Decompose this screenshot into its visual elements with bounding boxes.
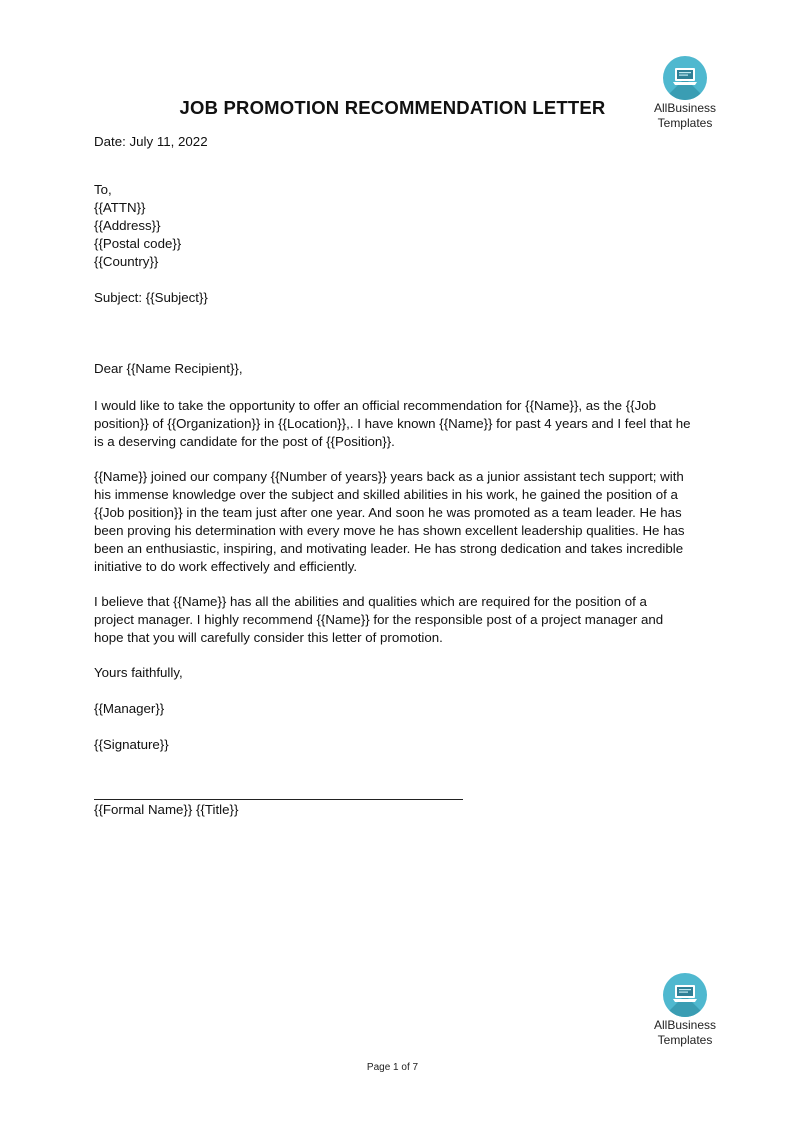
paragraph-line: I believe that {{Name}} has all the abilities and qualities which are required for the position of a [94,594,647,609]
logo-text-line2: Templates [657,1033,713,1047]
salutation: Dear {{Name Recipient}}, [94,361,243,376]
paragraph-line: hope that you will carefully consider this letter of promotion. [94,630,443,645]
paragraph-1 [94,397,704,451]
paragraph-line: {{Job position}} in the team just after one year. And soon he was promoted as a team leader. He has [94,505,682,520]
paragraph-3 [94,593,704,647]
paragraph-line: is a deserving candidate for the post of {{Position}}. [94,434,395,449]
paragraph-line: position}} of {{Organization}} in {{Location}},. I have known {{Name}} for past 4 years and I feel that he [94,416,691,431]
address-postal-code: {{Postal code}} [94,236,182,251]
formal-name: {{Formal Name}} {{Title}} [94,802,239,817]
logo-text-line1: AllBusiness [653,1018,717,1032]
manager-name: {{Manager}} [94,701,165,716]
address-attn: {{ATTN}} [94,200,146,215]
logo-text-line1: AllBusiness [653,101,717,115]
paragraph-line: project manager. I highly recommend {{Name}} for the responsible post of a project manager and [94,612,664,627]
address-to: To, [94,182,112,197]
allbusiness-templates-logo [645,973,725,1047]
laptop-icon [672,66,698,88]
subject-line: Subject: {{Subject}} [94,290,208,305]
paragraph-line: been proving his determination with every move he has shown excellent leadership qualities. He has [94,523,685,538]
date-line: Date: July 11, 2022 [94,134,208,149]
logo-badge [663,973,707,1017]
logo-text-line2: Templates [657,116,713,130]
recipient-address [94,181,704,271]
paragraph-line: {{Name}} joined our company {{Number of years}} years back as a junior assistant tech support; with [94,469,684,484]
page-title: JOB PROMOTION RECOMMENDATION LETTER [179,97,606,118]
page-number: Page 1 of 7 [366,1062,419,1073]
paragraph-line: I would like to take the opportunity to offer an official recommendation for {{Name}}, as the {{Job [94,398,657,413]
signature-line [94,799,463,800]
paragraph-line: initiative to do work effectively and efficiently. [94,559,358,574]
address-country: {{Country}} [94,254,159,269]
logo-badge [663,56,707,100]
address-street: {{Address}} [94,218,161,233]
paragraph-line: his immense knowledge over the subject and skilled abilities in his work, he gained the position of a [94,487,678,502]
paragraph-line: been an enthusiastic, inspiring, and motivating leader. He has strong dedication and takes incredible [94,541,684,556]
laptop-icon [672,983,698,1005]
paragraph-2 [94,468,704,576]
closing: Yours faithfully, [94,665,183,680]
signature-placeholder: {{Signature}} [94,737,169,752]
